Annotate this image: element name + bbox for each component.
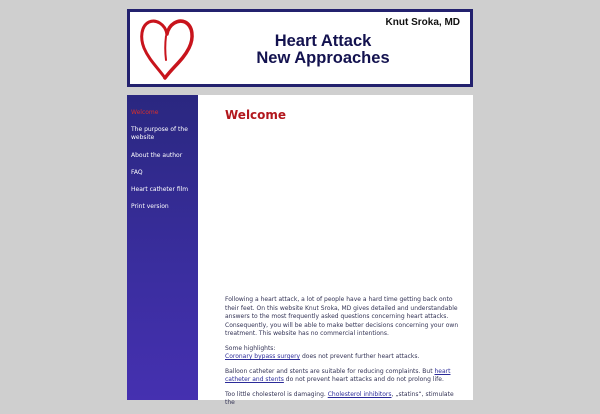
highlight-1-text: does not prevent further heart attacks. — [300, 353, 420, 360]
nav-item-faq[interactable]: FAQ — [131, 169, 143, 176]
heart-catheter-stents-link[interactable]: heart catheter and stents — [225, 367, 451, 383]
coronary-bypass-link[interactable]: Coronary bypass surgery — [225, 353, 301, 360]
author-name: Knut Sroka, MD — [385, 17, 460, 28]
nav-item-about-author[interactable]: About the author — [131, 152, 183, 159]
nav-item-welcome[interactable]: Welcome — [131, 109, 159, 116]
site-title-line2: New Approaches — [256, 49, 390, 67]
highlight-3-suffix: , „statins“, stimulate the — [225, 390, 454, 406]
highlight-2-suffix: do not prevent heart attacks and do not prolong life. — [283, 376, 444, 383]
intro-paragraph: Following a heart attack, a lot of people have a hard time getting back onto their feet. On this website Knut Sroka, MD gives detailed and understandable answers to the most frequently asked questions concerning heart attacks. Consequently, you will be able to make better decisions concerning your own treatment. This website has no commercial intentions. — [225, 296, 459, 337]
highlights-paragraph — [225, 345, 465, 362]
page-title: Welcome — [225, 108, 287, 122]
sidebar-nav — [127, 95, 198, 400]
nav-item-purpose[interactable]: The purpose of the website — [131, 126, 188, 141]
highlight-2-paragraph — [225, 368, 465, 385]
heart-logo-icon[interactable] — [138, 18, 196, 80]
highlight-3-paragraph — [225, 391, 465, 408]
highlight-2-prefix: Balloon catheter and stents are suitable for reducing complaints. But — [225, 367, 435, 375]
body-text — [225, 296, 465, 414]
site-title-line1: Heart Attack — [274, 32, 372, 50]
nav-item-print-version[interactable]: Print version — [131, 203, 169, 210]
site-title[interactable] — [248, 33, 398, 67]
cholesterol-inhibitors-link[interactable]: Cholesterol inhibitors — [327, 390, 392, 398]
nav-item-heart-catheter-film[interactable]: Heart catheter film — [131, 186, 189, 193]
site-header — [127, 9, 473, 87]
main-content — [198, 95, 473, 406]
highlights-label: Some highlights: — [225, 344, 276, 352]
highlight-3-prefix: Too little cholesterol is damaging. — [225, 390, 328, 398]
